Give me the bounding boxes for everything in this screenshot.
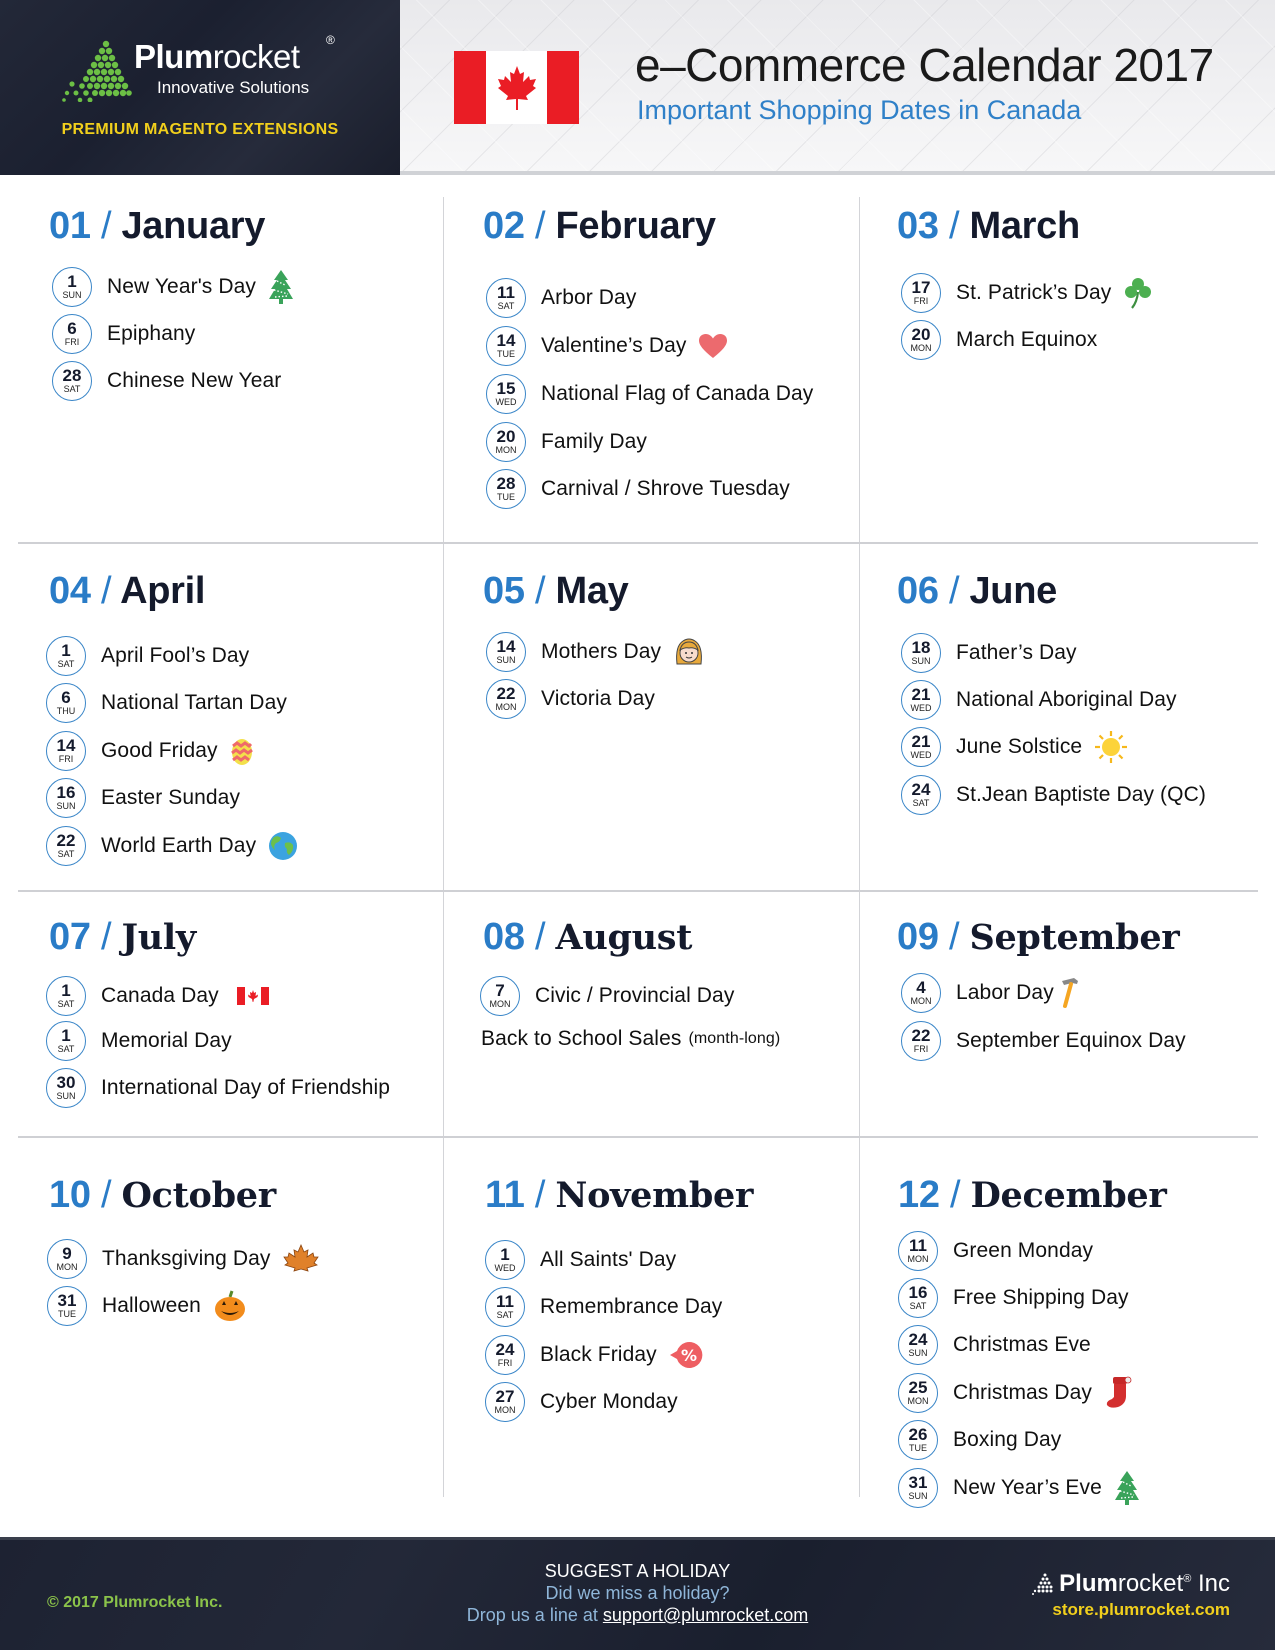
date-badge: 1 SUN: [52, 267, 92, 307]
event-label: Thanksgiving Day: [102, 1247, 271, 1270]
date-badge: 24 FRI: [485, 1335, 525, 1375]
month-february: [483, 205, 716, 248]
event-item: [901, 273, 1153, 313]
event-item: [52, 267, 294, 307]
date-badge: 16 SAT: [898, 1278, 938, 1318]
event-label: Canada Day: [101, 984, 219, 1007]
month-title: 04 / April: [49, 570, 206, 612]
event-label: St. Patrick’s Day: [956, 281, 1112, 304]
event-label: Victoria Day: [541, 687, 656, 710]
event-item: [52, 314, 195, 354]
girl-face-icon: [673, 636, 705, 668]
event-label: April Fool’s Day: [101, 644, 250, 667]
month-title: 12 / December: [898, 1174, 1167, 1216]
event-label: Christmas Day: [953, 1381, 1092, 1404]
month-june: [897, 570, 1057, 613]
date-badge: 26 TUE: [898, 1420, 938, 1460]
date-badge: 1 SAT: [46, 636, 86, 676]
pumpkin-icon: [213, 1289, 247, 1323]
event-item: [46, 731, 254, 771]
date-badge: 28 TUE: [486, 469, 526, 509]
event-label: Green Monday: [953, 1239, 1094, 1262]
event-label: New Year’s Eve: [953, 1476, 1102, 1499]
date-badge: 11 MON: [898, 1231, 938, 1271]
event-label: International Day of Friendship: [101, 1076, 391, 1099]
divider: [859, 197, 860, 1497]
suggest-prefix: Drop us a line at: [466, 1605, 603, 1625]
canada-flag-icon: [454, 51, 579, 124]
event-item: [901, 727, 1128, 767]
event-label: National Flag of Canada Day: [541, 382, 814, 405]
date-badge: 6 THU: [46, 683, 86, 723]
date-badge: 24 SAT: [901, 775, 941, 815]
date-badge: 20 MON: [901, 320, 941, 360]
date-badge: 7 MON: [480, 976, 520, 1016]
date-badge: 14 SUN: [486, 632, 526, 672]
event-item: [898, 1325, 1091, 1365]
event-label: Civic / Provincial Day: [535, 984, 735, 1007]
date-badge: 11 SAT: [486, 278, 526, 318]
date-badge: 1 SAT: [46, 976, 86, 1016]
date-badge: 21 WED: [901, 727, 941, 767]
event-item: [480, 976, 734, 1016]
event-item: [486, 422, 647, 462]
event-item: [901, 320, 1097, 360]
date-badge: 14 TUE: [486, 326, 526, 366]
event-item: [486, 326, 728, 366]
date-badge: 9 MON: [47, 1239, 87, 1279]
event-item: [46, 683, 287, 723]
event-item: [486, 679, 655, 719]
divider: [18, 890, 1258, 892]
date-badge: 30 SUN: [46, 1068, 86, 1108]
month-title: 06 / June: [897, 570, 1057, 612]
plumrocket-logo-icon: [62, 40, 132, 102]
event-item: [485, 1287, 722, 1327]
event-label: Cyber Monday: [540, 1390, 678, 1413]
month-august: [483, 916, 692, 959]
date-badge: 4 MON: [901, 973, 941, 1013]
event-label: All Saints' Day: [540, 1248, 677, 1271]
date-badge: 25 MON: [898, 1373, 938, 1413]
date-badge: 22 SAT: [46, 826, 86, 866]
event-label: Good Friday: [101, 739, 218, 762]
maple-leaf-icon: [283, 1244, 319, 1274]
event-label: New Year's Day: [107, 275, 256, 298]
date-badge: 21 WED: [901, 680, 941, 720]
event-label: National Tartan Day: [101, 691, 287, 714]
event-item: [485, 1382, 678, 1422]
event-item: [901, 680, 1177, 720]
event-label: Christmas Eve: [953, 1333, 1091, 1356]
date-badge: 11 SAT: [485, 1287, 525, 1327]
event-item: [47, 1239, 319, 1279]
svg-text:%: %: [680, 1346, 697, 1365]
month-july: [49, 916, 196, 959]
percent-tag-icon: [669, 1340, 705, 1370]
brand-panel: [0, 0, 400, 175]
month-october: [49, 1174, 276, 1217]
event-label: St.Jean Baptiste Day (QC): [956, 783, 1206, 806]
date-badge: 17 FRI: [901, 273, 941, 313]
title-panel: [400, 0, 1275, 175]
event-item: [898, 1468, 1140, 1508]
support-email-link[interactable]: support@plumrocket.com: [602, 1605, 809, 1625]
date-badge: 24 SUN: [898, 1325, 938, 1365]
event-label: National Aboriginal Day: [956, 688, 1177, 711]
month-title: 10 / October: [49, 1174, 276, 1216]
date-badge: 15 WED: [486, 374, 526, 414]
month-title: 11 / November: [485, 1174, 754, 1216]
event-item: [486, 374, 813, 414]
event-item: [901, 775, 1206, 815]
event-item: [485, 1240, 676, 1280]
event-label: Remembrance Day: [540, 1295, 723, 1318]
month-january: [49, 205, 265, 248]
event-item: [46, 826, 298, 866]
event-item: [486, 632, 705, 672]
heart-icon: [698, 333, 728, 359]
event-item: [46, 1068, 390, 1108]
month-april: [49, 570, 205, 613]
event-label: Free Shipping Day: [953, 1286, 1129, 1309]
event-label: Epiphany: [107, 322, 196, 345]
event-label: March Equinox: [956, 328, 1098, 351]
hammer-icon: [1058, 977, 1080, 1009]
footer-brand: [1032, 1570, 1230, 1620]
event-item: [898, 1420, 1061, 1460]
month-september: [897, 916, 1179, 959]
brand-premium-text: PREMIUM MAGENTO EXTENSIONS: [61, 121, 339, 138]
note-small: (month-long): [688, 1030, 781, 1047]
date-badge: 16 SUN: [46, 778, 86, 818]
event-label: World Earth Day: [101, 834, 257, 857]
shamrock-icon: [1123, 276, 1153, 310]
divider: [18, 542, 1258, 544]
month-title: 07 / July: [49, 916, 196, 958]
month-title: 05 / May: [483, 570, 629, 612]
month-title: 02 / February: [483, 205, 716, 247]
event-item: [46, 976, 269, 1016]
date-badge: 22 FRI: [901, 1021, 941, 1061]
event-label: Labor Day: [956, 981, 1054, 1004]
event-label: Boxing Day: [953, 1428, 1062, 1451]
event-label: Easter Sunday: [101, 786, 241, 809]
event-item: [901, 633, 1077, 673]
event-label: June Solstice: [956, 735, 1083, 758]
month-title: 08 / August: [483, 916, 693, 958]
note-label: Back to School Sales: [481, 1027, 682, 1050]
footer-brand-name: Plumrocket® Inc: [1032, 1570, 1230, 1598]
event-label: Arbor Day: [541, 286, 637, 309]
divider: [443, 197, 444, 1497]
stocking-icon: [1104, 1376, 1132, 1410]
event-label: Black Friday: [540, 1343, 657, 1366]
back-to-school-note: [481, 1027, 780, 1051]
event-label: Family Day: [541, 430, 648, 453]
page-title: e–Commerce Calendar 2017: [635, 39, 1214, 91]
month-november: [485, 1174, 753, 1217]
plumrocket-logo-icon: [1032, 1573, 1054, 1595]
event-item: [46, 778, 240, 818]
event-label: Mothers Day: [541, 640, 662, 663]
date-badge: 22 MON: [486, 679, 526, 719]
event-label: Halloween: [102, 1294, 201, 1317]
christmas-tree-icon: [268, 269, 294, 305]
suggest-question: Did we miss a holiday?: [545, 1583, 730, 1603]
store-url-link[interactable]: store.plumrocket.com: [1052, 1600, 1230, 1619]
event-item: [46, 636, 249, 676]
date-badge: 28 SAT: [52, 361, 92, 401]
month-title: 01 / January: [49, 205, 266, 247]
event-label: Carnival / Shrove Tuesday: [541, 477, 790, 500]
event-item: [901, 1021, 1186, 1061]
easter-egg-icon: [230, 736, 254, 766]
month-may: [483, 570, 629, 613]
suggest-title: SUGGEST A HOLIDAY: [544, 1561, 731, 1581]
month-december: [898, 1174, 1166, 1217]
date-badge: 14 FRI: [46, 731, 86, 771]
date-badge: 1 WED: [485, 1240, 525, 1280]
event-item: [486, 278, 636, 318]
registered-mark: ®: [326, 33, 335, 47]
event-label: September Equinox Day: [956, 1029, 1186, 1052]
date-badge: 20 MON: [486, 422, 526, 462]
date-badge: 1 SAT: [46, 1021, 86, 1061]
christmas-tree-icon: [1114, 1470, 1140, 1506]
sun-icon: [1094, 730, 1128, 764]
copyright: © 2017 Plumrocket Inc.: [47, 1594, 223, 1611]
event-item: [47, 1286, 247, 1326]
canada-flag-icon: [237, 987, 269, 1005]
event-item: [901, 973, 1080, 1013]
date-badge: 31 TUE: [47, 1286, 87, 1326]
header: [0, 0, 1275, 175]
event-item: [898, 1278, 1129, 1318]
date-badge: 27 MON: [485, 1382, 525, 1422]
event-label: Valentine’s Day: [541, 334, 687, 357]
brand-tagline: Innovative Solutions: [157, 78, 310, 97]
event-item: [485, 1335, 705, 1375]
page-subtitle: Important Shopping Dates in Canada: [637, 95, 1082, 125]
divider: [18, 1136, 1258, 1138]
event-label: Father’s Day: [956, 641, 1077, 664]
footer: [0, 1537, 1275, 1650]
date-badge: 18 SUN: [901, 633, 941, 673]
event-item: [486, 469, 790, 509]
date-badge: 6 FRI: [52, 314, 92, 354]
date-badge: 31 SUN: [898, 1468, 938, 1508]
event-item: [898, 1373, 1132, 1413]
brand-name: Plumrocket: [134, 38, 300, 75]
event-label: Memorial Day: [101, 1029, 232, 1052]
event-item: [898, 1231, 1093, 1271]
month-march: [897, 205, 1080, 248]
event-item: [52, 361, 281, 401]
month-title: 03 / March: [897, 205, 1080, 247]
event-label: Chinese New Year: [107, 369, 282, 392]
event-item: [46, 1021, 232, 1061]
earth-globe-icon: [268, 831, 298, 861]
month-title: 09 / September: [897, 916, 1180, 958]
